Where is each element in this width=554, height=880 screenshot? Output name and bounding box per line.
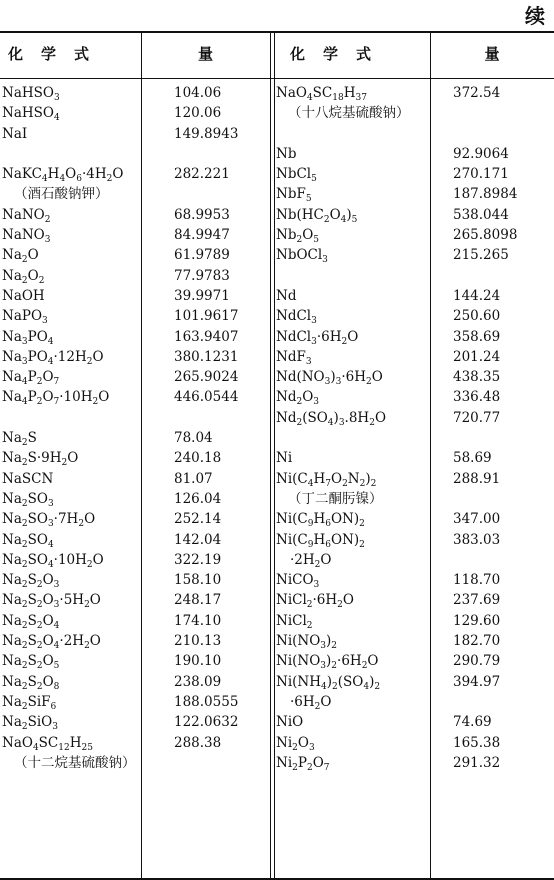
right-table-column [276, 83, 554, 773]
mass-cell: 201.24 [453, 348, 501, 365]
formula-cell: $Ni_2P_2O_7$ [276, 754, 330, 773]
table-row [276, 692, 554, 712]
header-formula-right: 化学式 [290, 45, 390, 63]
header-rule [0, 78, 554, 79]
table-row [2, 672, 270, 692]
table-row [276, 631, 554, 651]
table-row [2, 306, 270, 326]
formula-cell: $Nb(HC_2O_4)_5$ [276, 206, 358, 225]
formula-cell: $Ni(C_9H_6ON)_2$ [276, 531, 365, 550]
table-row [2, 83, 270, 103]
formula-cell: Nd [276, 287, 297, 304]
mass-cell: 92.9064 [453, 145, 509, 162]
mass-cell: 252.14 [174, 511, 222, 528]
formula-cell: （十二烷基硫酸钠） [14, 754, 136, 771]
mass-cell: 438.35 [453, 369, 501, 386]
formula-cell: （十八烷基硫酸钠） [288, 105, 410, 122]
table-row [276, 448, 554, 468]
header-formula-left: 化学式 [8, 45, 108, 63]
formula-cell: NaOH [2, 287, 45, 304]
mass-cell: 238.09 [174, 673, 222, 690]
formula-cell: $Na_2O_2$ [2, 267, 45, 286]
formula-cell: $Na_2SiO_3$ [2, 714, 58, 733]
formula-cell: NaNO$_2$ [2, 206, 51, 225]
mass-cell: 158.10 [174, 572, 222, 589]
formula-cell: $Ni(NO_3)_2\cdot 6H_2O$ [276, 653, 379, 672]
table-row [276, 124, 554, 144]
mass-cell: 265.9024 [174, 369, 239, 386]
formula-cell: $Nd_2(SO_4)_3.8H_2O$ [276, 409, 387, 428]
formula-cell: $Nb_2O_5$ [276, 227, 320, 246]
table-row [2, 631, 270, 651]
formula-cell: $Na_3PO_4$ [2, 328, 54, 347]
table-row [276, 590, 554, 610]
table-row [276, 225, 554, 245]
formula-cell: $Na_2O$ [2, 247, 39, 266]
formula-cell: $NiCl_2\cdot 6H_2O$ [276, 592, 354, 611]
formula-cell: $Ni(C_4H_7O_2N_2)_2$ [276, 470, 377, 489]
mass-cell: 187.8984 [453, 186, 518, 203]
mass-cell: 210.13 [174, 633, 222, 650]
mass-cell: 122.0632 [174, 714, 239, 731]
table-row [276, 144, 554, 164]
mass-cell: 77.9783 [174, 267, 230, 284]
left-table-column [2, 83, 270, 773]
table-row [2, 266, 270, 286]
formula-cell: NbOCl$_3$ [276, 247, 328, 266]
table-row [2, 327, 270, 347]
formula-cell: NdF$_3$ [276, 348, 312, 367]
formula-cell: $Na_2S_2O_4$ [2, 612, 60, 631]
table-row [276, 753, 554, 773]
mass-cell: 282.221 [174, 166, 230, 183]
mass-cell: 84.9947 [174, 227, 230, 244]
table-row [2, 164, 270, 184]
formula-cell: $\cdot 2H_2O$ [290, 551, 332, 570]
mass-cell: 120.06 [174, 105, 222, 122]
table-row [276, 570, 554, 590]
formula-cell: $Na_2S$ [2, 430, 37, 449]
table-row [2, 651, 270, 671]
table-row [276, 387, 554, 407]
formula-cell: NaI [2, 125, 28, 142]
table-row [276, 347, 554, 367]
table-row [2, 367, 270, 387]
table-row [276, 184, 554, 204]
mass-cell: 248.17 [174, 592, 222, 609]
formula-cell: $Na_2S_2O_3\cdot 5H_2O$ [2, 592, 101, 611]
formula-cell: $Na_2SiF_6$ [2, 693, 57, 712]
table-row [276, 367, 554, 387]
table-row [276, 103, 554, 123]
formula-cell: $Ni(NH_4)_2(SO_4)_2$ [276, 673, 381, 692]
mass-cell: 322.19 [174, 551, 222, 568]
mass-cell: 250.60 [453, 308, 501, 325]
formula-cell: $Na_2SO_3$ [2, 490, 54, 509]
table-row [2, 103, 270, 123]
formula-cell: $NaO_4SC_{18}H_{37}$ [276, 85, 367, 103]
mass-cell: 61.9789 [174, 247, 230, 264]
mass-cell: 68.9953 [174, 206, 230, 223]
table-row [2, 428, 270, 448]
formula-cell: $Nd_2O_3$ [276, 389, 320, 408]
mass-cell: 74.69 [453, 714, 492, 731]
table-row [276, 266, 554, 286]
header-mass-right: 量 [484, 45, 500, 63]
table-row [276, 408, 554, 428]
table-row [2, 347, 270, 367]
table-row [2, 408, 270, 428]
mass-cell: 190.10 [174, 653, 222, 670]
formula-cell: $Ni(C_9H_6ON)_2$ [276, 511, 365, 530]
table-row [2, 448, 270, 468]
formula-cell: $Na_2SO_4\cdot 10H_2O$ [2, 551, 104, 570]
formula-cell: $Na_2SO_3\cdot 7H_2O$ [2, 511, 96, 530]
table-row [2, 387, 270, 407]
mass-cell: 237.69 [453, 592, 501, 609]
mass-cell: 78.04 [174, 430, 213, 447]
formula-cell: NiCl$_2$ [276, 612, 313, 631]
mass-cell: 720.77 [453, 409, 501, 426]
mass-cell: 394.97 [453, 673, 501, 690]
formula-cell: $Ni_2O_3$ [276, 734, 315, 753]
mass-cell: 288.38 [174, 734, 222, 751]
table-row [2, 286, 270, 306]
formula-cell: $Nd(NO_3)_3\cdot 6H_2O$ [276, 369, 383, 388]
table-row [276, 164, 554, 184]
mass-cell: 240.18 [174, 450, 222, 467]
header-mass-left: 量 [197, 45, 213, 63]
mass-cell: 144.24 [453, 287, 501, 304]
mass-cell: 380.1231 [174, 348, 239, 365]
table-row [276, 428, 554, 448]
formula-cell: NaPO$_3$ [2, 308, 48, 327]
table-row [2, 733, 270, 753]
formula-cell: NaNO$_3$ [2, 227, 51, 246]
table-row [276, 306, 554, 326]
mass-cell: 188.0555 [174, 693, 239, 710]
formula-cell: NaHSO$_3$ [2, 85, 60, 103]
mass-cell: 104.06 [174, 85, 222, 101]
formula-cell: Nb [276, 145, 297, 162]
table-row [276, 489, 554, 509]
mass-cell: 182.70 [453, 633, 501, 650]
mass-cell: 290.79 [453, 653, 501, 670]
mass-cell: 270.171 [453, 166, 509, 183]
formula-cell: NbF$_5$ [276, 186, 312, 205]
formula-cell: NiO [276, 714, 304, 731]
formula-cell: $Na_2S_2O_3$ [2, 572, 60, 591]
formula-cell: NbCl$_5$ [276, 166, 317, 185]
table-row [276, 733, 554, 753]
mass-cell: 165.38 [453, 734, 501, 751]
formula-cell: $Na_2SO_4$ [2, 531, 54, 550]
table-row [276, 611, 554, 631]
table-row [276, 530, 554, 550]
mass-cell: 129.60 [453, 612, 501, 629]
table-row [2, 245, 270, 265]
formula-cell: $Na_3PO_4\cdot 12H_2O$ [2, 348, 104, 367]
table-row [2, 489, 270, 509]
table-row [2, 205, 270, 225]
mass-cell: 291.32 [453, 754, 501, 771]
formula-cell: $Na_2S_2O_8$ [2, 673, 60, 692]
mass-cell: 142.04 [174, 531, 222, 548]
column-divider [270, 33, 271, 878]
table-row [2, 144, 270, 164]
table-row [276, 651, 554, 671]
mass-cell: 215.265 [453, 247, 509, 264]
table-row [2, 692, 270, 712]
table-row [2, 509, 270, 529]
column-divider [274, 33, 275, 878]
formula-cell: NdCl$_3$ [276, 308, 317, 327]
mass-cell: 81.07 [174, 470, 213, 487]
formula-cell: $Na_4P_2O_7$ [2, 369, 60, 388]
formula-cell: $\cdot 6H_2O$ [290, 693, 332, 712]
table-top-rule [0, 31, 554, 33]
mass-cell: 163.9407 [174, 328, 239, 345]
mass-cell: 126.04 [174, 490, 222, 507]
mass-cell: 101.9617 [174, 308, 239, 325]
table-row [2, 712, 270, 732]
formula-cell: $NdCl_3\cdot 6H_2O$ [276, 328, 359, 347]
table-row [276, 550, 554, 570]
formula-cell: $NaO_4SC_{12}H_{25}$ [2, 734, 93, 753]
table-row [2, 124, 270, 144]
formula-cell: Ni [276, 450, 293, 467]
mass-cell: 149.8943 [174, 125, 239, 142]
mass-cell: 39.9971 [174, 287, 230, 304]
table-row [276, 509, 554, 529]
mass-cell: 336.48 [453, 389, 501, 406]
mass-cell: 265.8098 [453, 227, 518, 244]
mass-cell: 538.044 [453, 206, 509, 223]
formula-cell: $Na_2S_2O_4\cdot 2H_2O$ [2, 633, 101, 652]
mass-cell: 118.70 [453, 572, 501, 589]
formula-cell: $NaKC_4H_4O_6\cdot 4H_2O$ [2, 166, 124, 185]
table-row [276, 286, 554, 306]
table-row [2, 611, 270, 631]
table-row [2, 184, 270, 204]
table-row [2, 550, 270, 570]
table-row [276, 245, 554, 265]
formula-cell: NaSCN [2, 470, 54, 487]
table-row [276, 327, 554, 347]
formula-cell: NaHSO$_4$ [2, 105, 60, 124]
mass-cell: 288.91 [453, 470, 501, 487]
formula-cell: NiCO$_3$ [276, 572, 320, 591]
mass-cell: 446.0544 [174, 389, 239, 406]
formula-cell: $Na_2S_2O_5$ [2, 653, 60, 672]
mass-cell: 372.54 [453, 85, 501, 101]
mass-cell: 174.10 [174, 612, 222, 629]
table-row [2, 570, 270, 590]
mass-cell: 383.03 [453, 531, 501, 548]
mass-cell: 58.69 [453, 450, 492, 467]
table-row [276, 469, 554, 489]
table-row [2, 590, 270, 610]
mass-cell: 347.00 [453, 511, 501, 528]
table-row [2, 469, 270, 489]
table-row [276, 205, 554, 225]
mass-cell: 358.69 [453, 328, 501, 345]
table-row [276, 672, 554, 692]
table-row [276, 83, 554, 103]
table-row [276, 712, 554, 732]
table-row [2, 225, 270, 245]
formula-cell: （丁二酮肟镍） [288, 490, 383, 507]
table-row [2, 753, 270, 773]
formula-cell: $Ni(NO_3)_2$ [276, 633, 338, 652]
table-row [2, 530, 270, 550]
formula-cell: $Na_4P_2O_7\cdot 10H_2O$ [2, 389, 110, 408]
continued-label: 续 [525, 4, 546, 28]
formula-cell: $Na_2S\cdot 9H_2O$ [2, 450, 79, 469]
formula-cell: （酒石酸钠钾） [14, 186, 109, 203]
